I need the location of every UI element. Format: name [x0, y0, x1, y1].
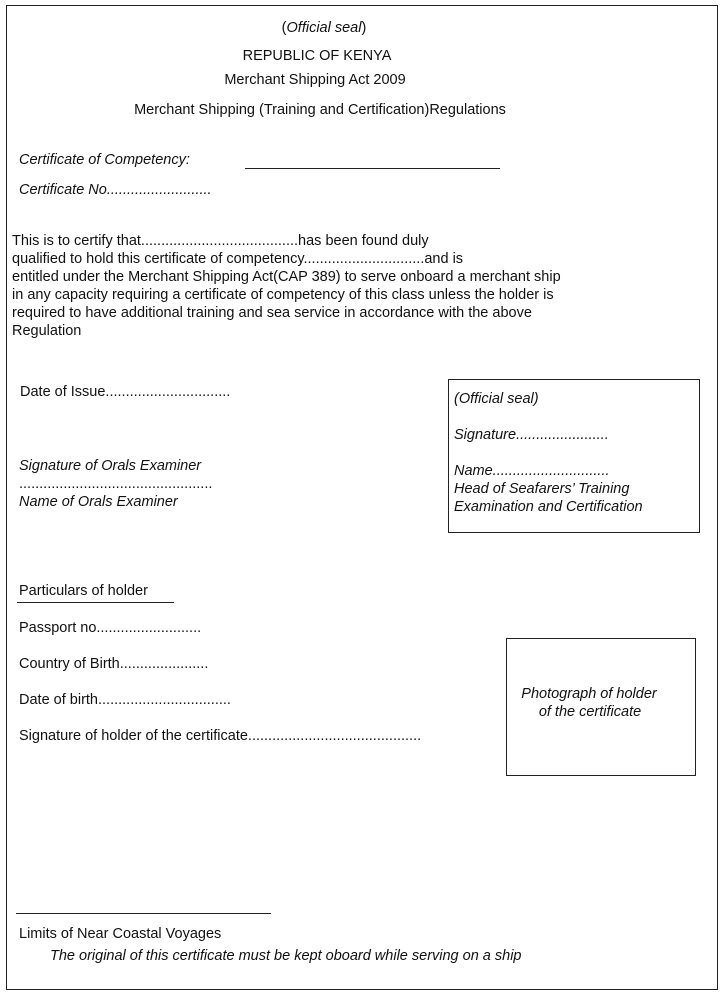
date-of-birth-label: Date of birth.................................	[19, 692, 231, 708]
orals-examiner-signature-label: Signature of Orals Examiner	[19, 458, 202, 474]
competency-line	[245, 168, 500, 169]
header-seal: (Official seal)	[281, 20, 367, 36]
footer-line	[16, 913, 271, 914]
holder-signature-label: Signature of holder of the certificate...........................................	[19, 728, 422, 744]
statement-line: entitled under the Merchant Shipping Act(CAP 389) to serve onboard a merchant ship	[12, 269, 561, 285]
statement-line: This is to certify that.......................................has been found duly	[12, 233, 429, 249]
header-seal-text: Official seal	[286, 20, 362, 36]
photograph-label-line2: of the certificate	[538, 704, 642, 720]
seal-box-signature: Signature.......................	[454, 427, 609, 443]
act-title: Merchant Shipping Act 2009	[224, 72, 406, 88]
orals-examiner-name-label: Name of Orals Examiner	[19, 494, 178, 510]
seal-box-name: Name.............................	[454, 463, 610, 479]
certificate-number-label: Certificate No..........................	[19, 182, 212, 198]
competency-label: Certificate of Competency:	[19, 152, 190, 168]
holder-particulars-heading: Particulars of holder	[19, 583, 148, 599]
passport-number-label: Passport no..........................	[19, 620, 202, 636]
statement-line: in any capacity requiring a certificate of competency of this class unless the holder is	[12, 287, 554, 303]
original-certificate-note: The original of this certificate must be kept oboard while serving on a ship	[50, 948, 522, 964]
orals-examiner-dots: ................................................	[19, 476, 213, 492]
limits-label: Limits of Near Coastal Voyages	[19, 926, 222, 942]
date-of-issue-label: Date of Issue...............................	[20, 384, 231, 400]
certification-statement	[12, 232, 652, 340]
country-of-birth-label: Country of Birth......................	[19, 656, 209, 672]
statement-line: required to have additional training and sea service in accordance with the above	[12, 305, 532, 321]
regulations-title: Merchant Shipping (Training and Certification)Regulations	[134, 102, 506, 118]
seal-box-title-line2: Examination and Certification	[454, 499, 643, 515]
republic-title: REPUBLIC OF KENYA	[242, 48, 392, 64]
statement-line: Regulation	[12, 323, 82, 339]
photograph-label-line1: Photograph of holder	[521, 686, 657, 702]
statement-line: qualified to hold this certificate of competency..............................and is	[12, 251, 464, 267]
official-seal-box	[448, 379, 700, 533]
photograph-box	[506, 638, 696, 776]
seal-box-seal: (Official seal)	[454, 391, 539, 407]
seal-box-title-line1: Head of Seafarers’ Training	[454, 481, 630, 497]
holder-heading-underline	[17, 602, 174, 603]
